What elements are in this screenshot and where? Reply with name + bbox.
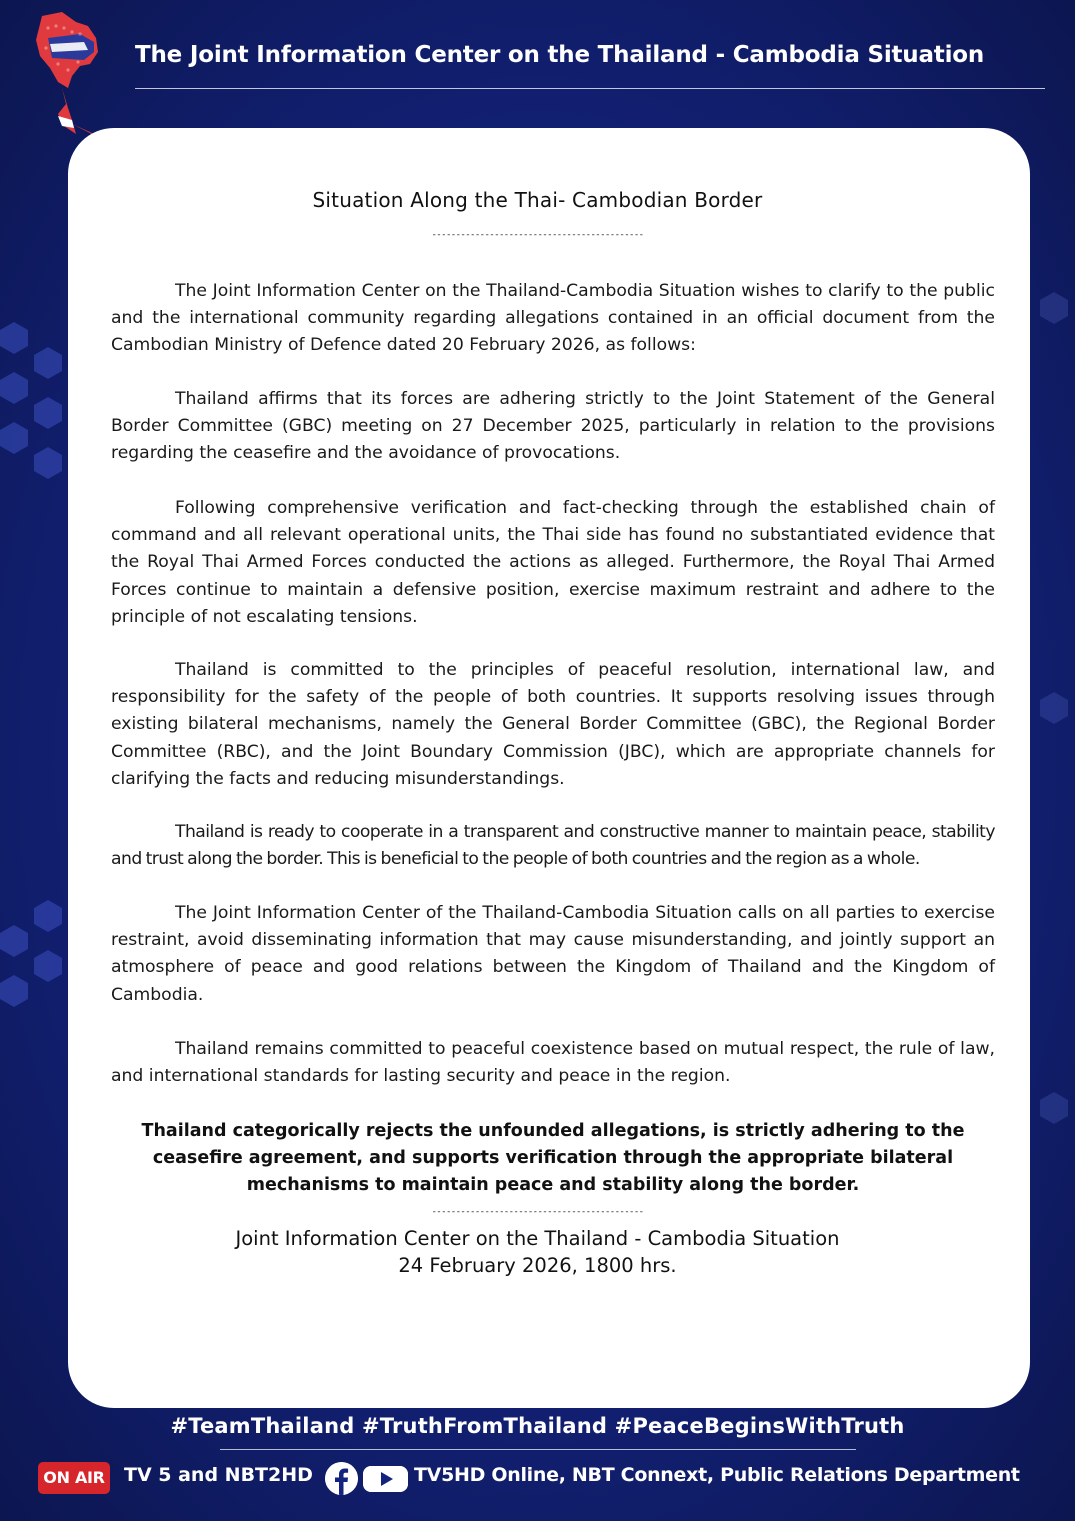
facebook-icon <box>325 1462 358 1495</box>
paragraph-1: The Joint Information Center on the Thailand-Cambodia Situation wishes to clarify to the public and the international community regarding allegations contained in an official document from the Cambodian Ministry of Defence dated 20 February 2026, as follows: <box>111 281 995 356</box>
header-title: The Joint Information Center on the Thailand - Cambodia Situation <box>135 42 985 68</box>
paragraph-4: Thailand is committed to the principles of peaceful resolution, international law, and responsibility for the safety of the people of both countries. It supports resolving issues through existing bilateral mechanisms, namely the General Border Committee (GBC), the Regional Border Committee (RBC), and the Joint Boundary Commission (JBC), which are appropriate channels for clarifying the facts and reducing misunderstandings. <box>111 660 995 789</box>
summary-statement: Thailand categorically rejects the unfounded allegations, is strictly adhering to the ceasefire agreement, and supports verification through the appropriate bilateral mechanisms to maintain peace and stability along the border. <box>141 1121 965 1195</box>
footer-hashtags: #TeamThailand #TruthFromThailand #PeaceBeginsWithTruth <box>170 1414 905 1438</box>
footer-divider <box>220 1449 856 1450</box>
paragraph-5: Thailand is ready to cooperate in a transparent and constructive manner to maintain peace, stability and trust along the border. This is beneficial to the people of both countries and the region as a whole. <box>111 822 995 870</box>
youtube-icon <box>363 1466 408 1492</box>
on-air-badge: ON AIR <box>38 1462 110 1494</box>
online-channels-label: TV5HD Online, NBT Connext, Public Relations Department <box>414 1464 1020 1486</box>
header-divider <box>135 88 1045 89</box>
document-title: Situation Along the Thai- Cambodian Border <box>312 188 763 212</box>
signature-org: Joint Information Center on the Thailand - Cambodia Situation <box>235 1227 840 1250</box>
paragraph-2: Thailand affirms that its forces are adhering strictly to the Joint Statement of the General Border Committee (GBC) meeting on 27 December 2025, particularly in relation to the provisions regarding the ceasefire and the avoidance of provocations. <box>111 389 995 464</box>
paragraph-6: The Joint Information Center of the Thailand-Cambodia Situation calls on all parties to exercise restraint, avoid disseminating information that may cause misunderstanding, and jointly support an atmosphere of peace and good relations between the Kingdom of Thailand and the Kingdom of Cambodia. <box>111 903 995 1005</box>
paragraph-7: Thailand remains committed to peaceful coexistence based on mutual respect, the rule of law, and international standards for lasting security and peace in the region. <box>111 1039 995 1087</box>
signature-datetime: 24 February 2026, 1800 hrs. <box>398 1254 677 1277</box>
signature-divider: -------------------------------------------- <box>431 1207 644 1217</box>
title-divider: -------------------------------------------- <box>431 230 644 240</box>
thailand-map-logo <box>28 8 118 138</box>
tv-channels-label: TV 5 and NBT2HD <box>124 1464 313 1486</box>
paragraph-3: Following comprehensive verification and fact-checking through the established chain of command and all relevant operational units, the Thai side has found no substantiated evidence that the Royal Thai Armed Forces conducted the actions as alleged. Furthermore, the Royal Thai Armed Forces continue to maintain a defensive position, exercise maximum restraint and adhere to the principle of not escalating tensions. <box>111 498 995 627</box>
